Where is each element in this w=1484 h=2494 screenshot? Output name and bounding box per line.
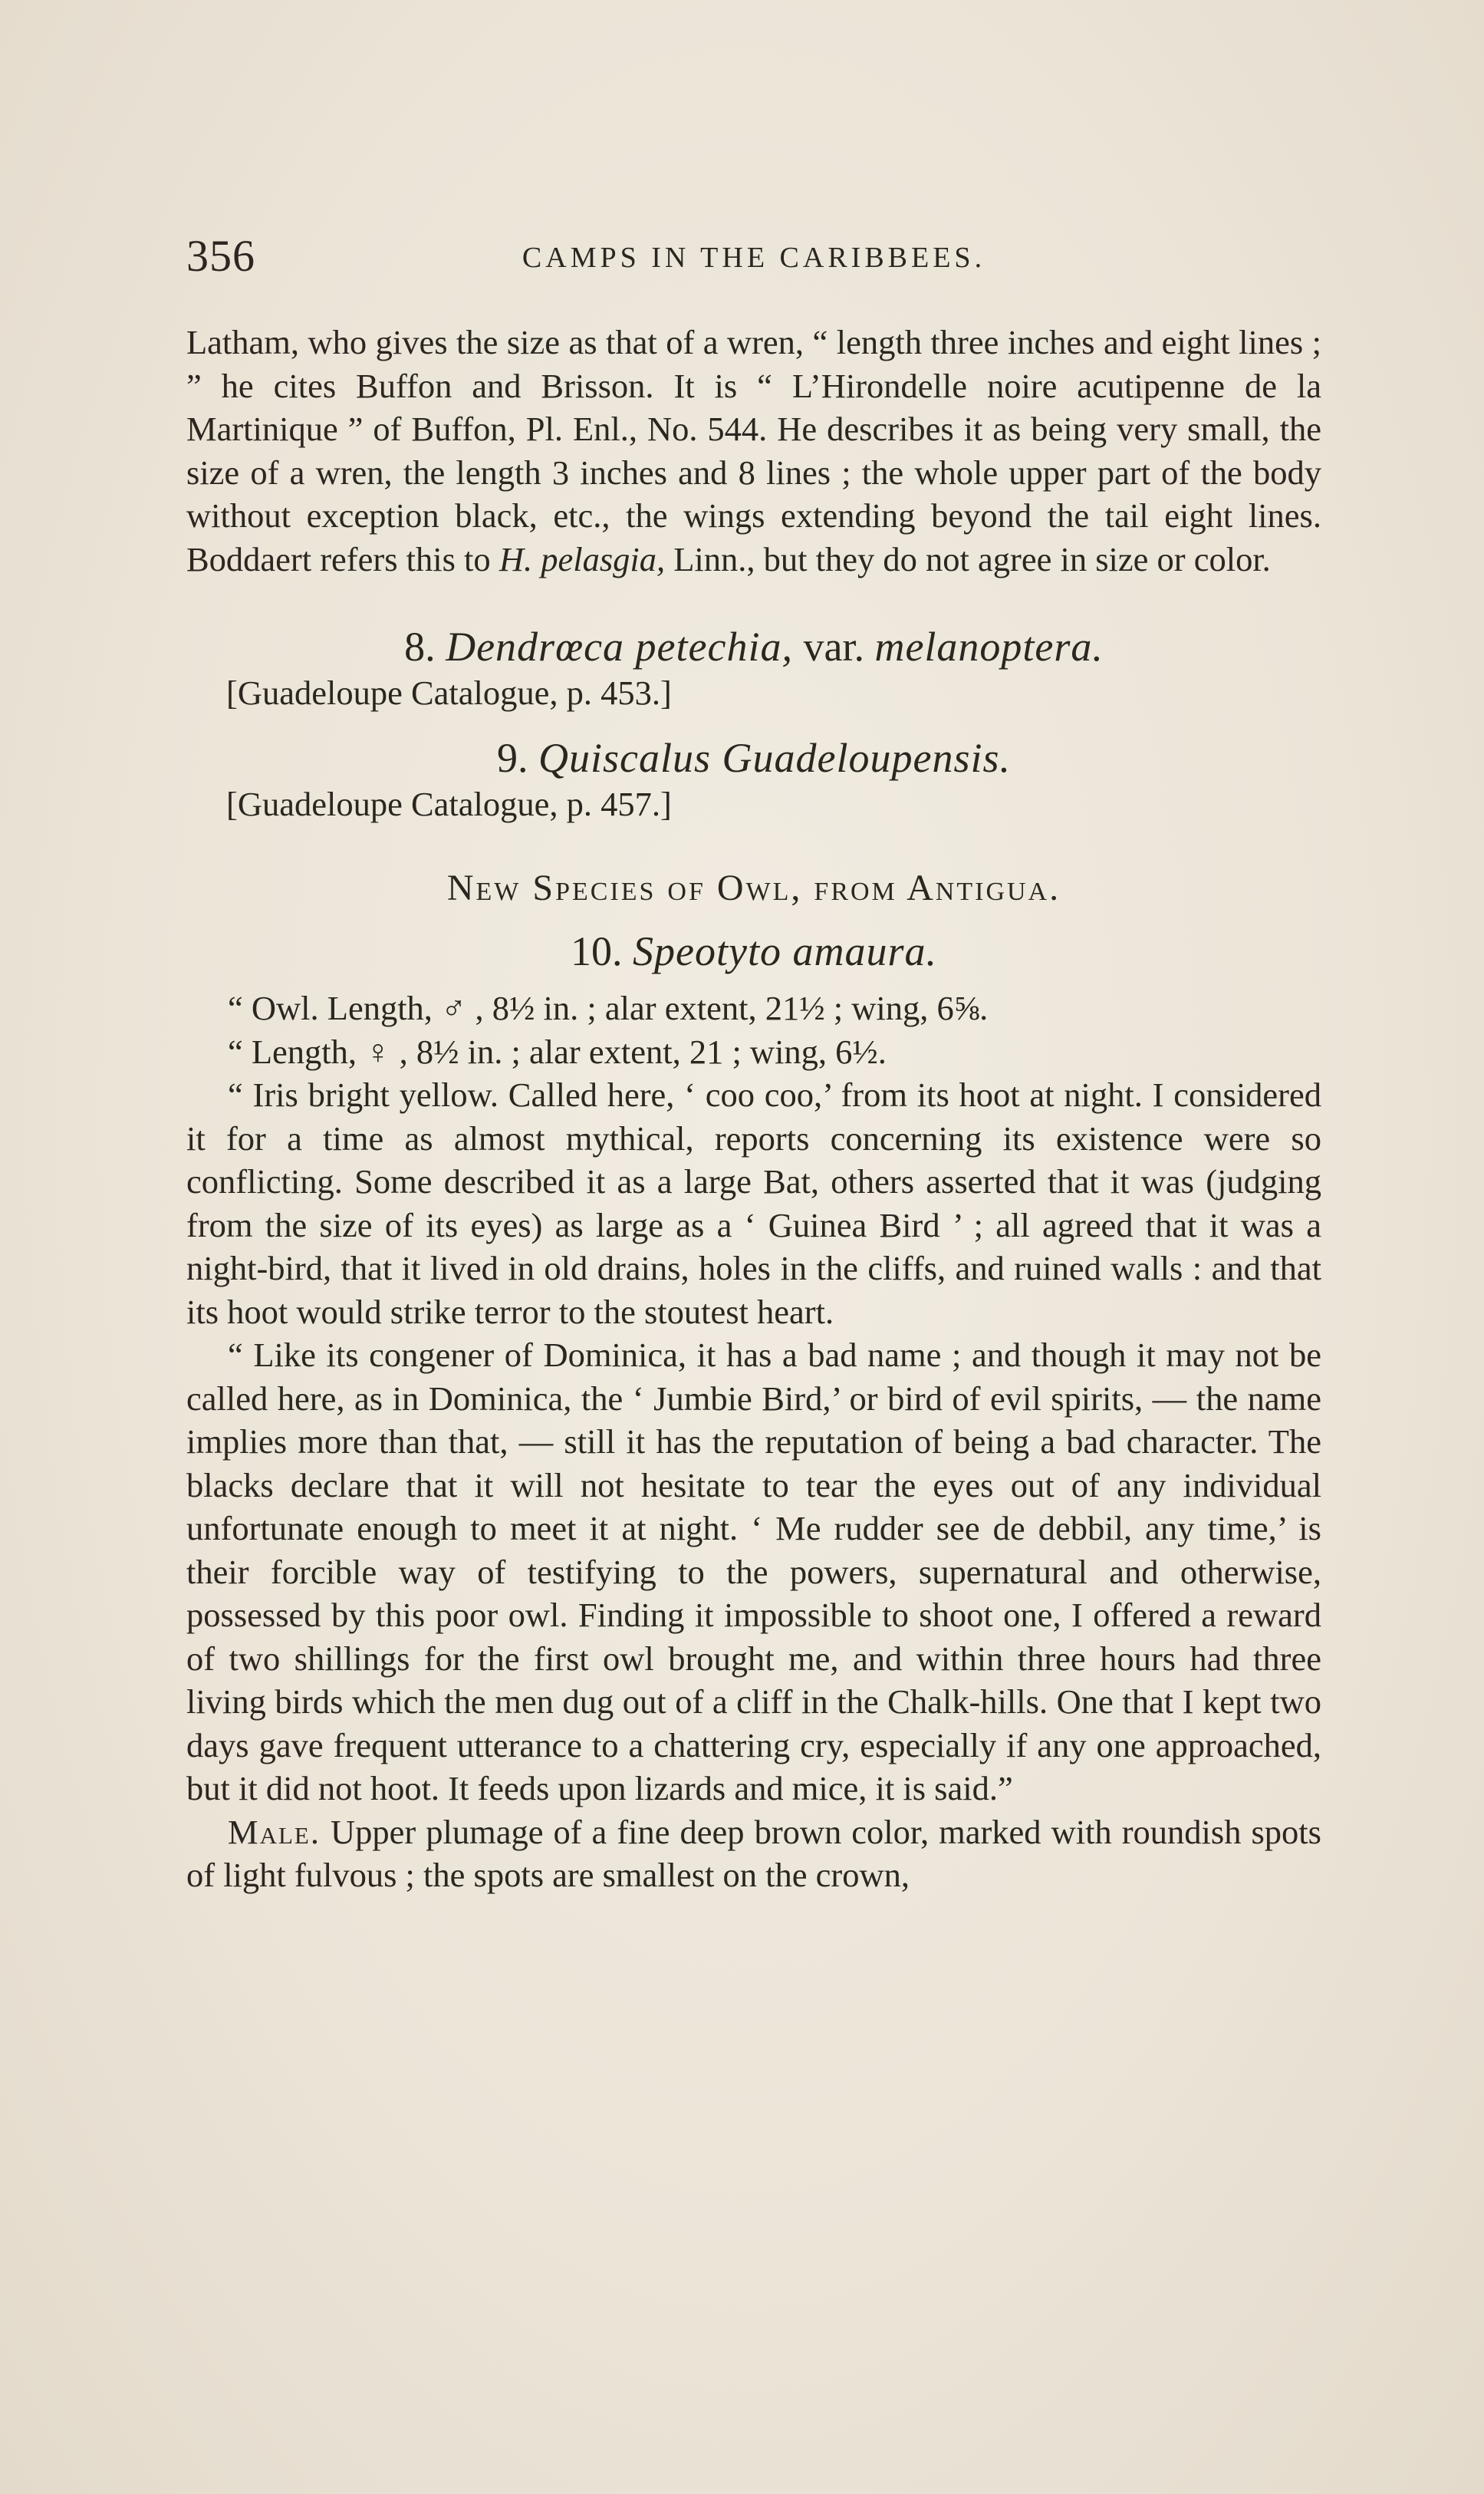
page-body [186,321,1321,1897]
intro-text-1: Latham, who gives the size as that of a wren, “ length three inches and eight lines ; ” he cites Buffon and Brisson. It is “ L’Hirondelle noire acutipenne de la Martinique ” of Buffon, Pl. Enl., No. 544. He describes it as being very small, the size of a wren, the length 3 inches and 8 lines ; the whole upper part of the body without exception black, etc., the wings extending beyond the tail eight lines. Boddaert refers this to [186,323,1321,578]
male-paragraph [186,1810,1321,1897]
measurement-female: “ Length, ♀ , 8½ in. ; alar extent, 21 ; wing, 6½. [228,1032,887,1071]
species-9-number: 9. [497,734,528,781]
page-number: 356 [186,231,255,281]
species-9-name: Quiscalus Guadeloupensis. [538,734,1011,781]
intro-text-2: Linn., but they do not agree in size or color. [665,539,1271,578]
intro-paragraph [186,321,1321,581]
species-9-reference: [Guadeloupe Catalogue, p. 457.] [226,784,672,823]
species-10-name: Speotyto amaura. [633,928,937,974]
description-paragraph: “ Iris bright yellow. Called here, ‘ coo coo,’ from its hoot at night. I considered it for a time as almost mythical, reports concerning its existence were so conflicting. Some described it as a large Bat, others asserted that it was (judging from the size of its eyes) as large as a ‘ Guinea Bird ’ ; all agreed that it was a night-bird, that it lived in old drains, holes in the cliffs, and ruined walls : and that its hoot would strike terror to the stoutest heart. [186,1076,1321,1331]
species-9-heading [186,733,1321,782]
section-title: New Species of Owl, from Antigua. [446,868,1061,908]
congener-paragraph: “ Like its congener of Dominica, it has a bad name ; and though it may not be called here, as in Dominica, the ‘ Jumbie Bird,’ or bird of evil spirits, — the name implies more than that, — still it has the reputation of being a bad character. The blacks declare that it will not hesitate to tear the eyes out of any individual unfortunate enough to meet it at night. ‘ Me rudder see de debbil, any time,’ is their forcible way of testifying to the powers, supernatural and otherwise, possessed by this poor owl. Finding it impossible to shoot one, I offered a reward of two shillings for the first owl brought me, and within three hours had three living birds which the men dug out of a cliff in the Chalk-hills. One that I kept two days gave frequent utterance to a chattering cry, especially if any one approached, but it did not hoot. It feeds upon lizards and mice, it is said.” [186,1336,1321,1807]
species-8-number: 8. [404,624,436,670]
male-label: Male. [228,1812,321,1851]
species-8-heading [186,622,1321,671]
species-8-variety: melanoptera. [874,624,1104,670]
measurement-male: “ Owl. Length, ♂ , 8½ in. ; alar extent, 21½ ; wing, 6⅝. [228,989,989,1027]
running-head: CAMPS IN THE CARIBBEES. [522,242,986,274]
intro-italic-name: H. pelasgia, [499,539,666,578]
species-10-number: 10. [571,928,623,974]
species-8-reference: [Guadeloupe Catalogue, p. 453.] [226,674,672,712]
species-8-name: Dendrœca petechia, [446,624,793,670]
male-text: Upper plumage of a fine deep brown color, marked with roundish spots of light fulvous ; the spots are smallest on the crown, [186,1812,1321,1894]
species-8-var-label: var. [792,624,875,670]
page-header [186,222,1321,299]
species-10-heading [186,927,1321,976]
